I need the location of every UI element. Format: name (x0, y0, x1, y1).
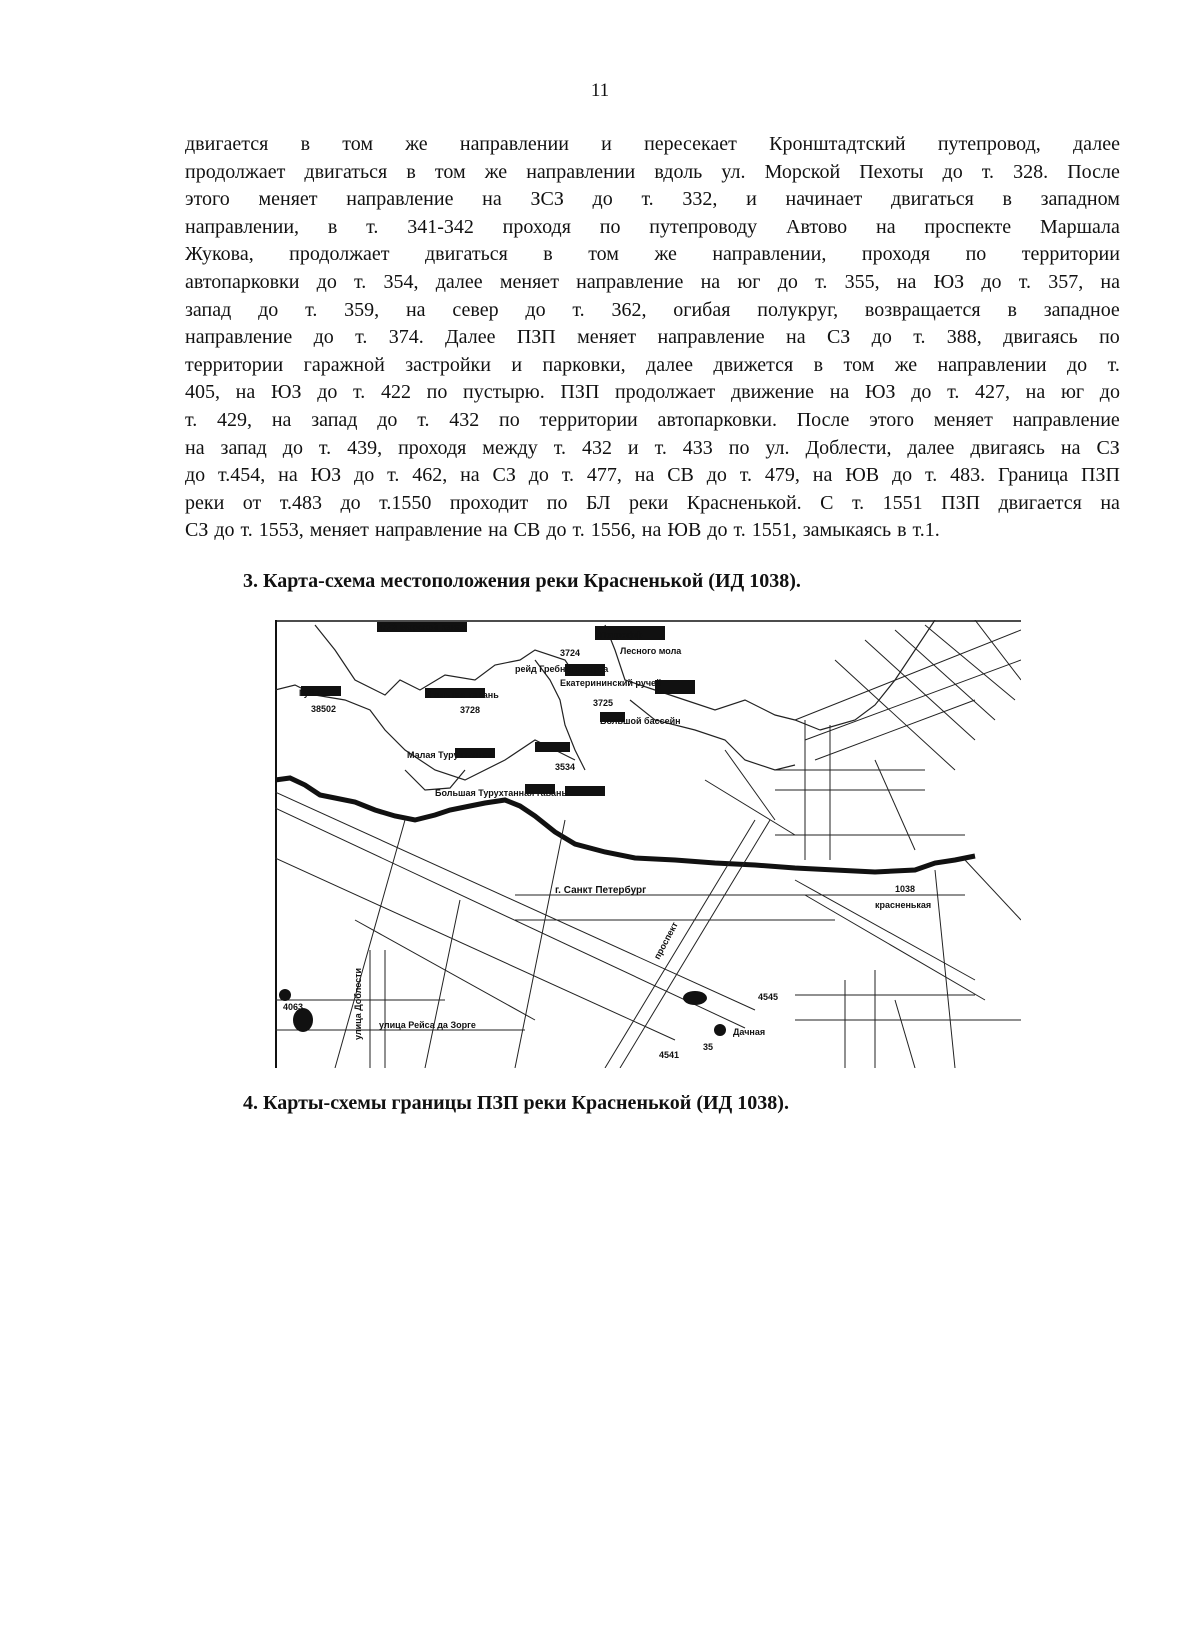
map-label-prospekt: проспект (651, 920, 680, 961)
map-label-reid: рейд Гребного порта (515, 664, 609, 674)
map-label-guba: Губа (299, 688, 320, 698)
section-heading-4: 4. Карты-схемы границы ПЗП реки Красненькой (ИД 1038). (243, 1092, 789, 1114)
paragraph-line: автопарковки до т. 354, далее меняет направление на юг до т. 355, на ЮЗ до т. 357, на (185, 270, 1120, 293)
map-label-ekat: Екатерининский ручей (560, 678, 662, 688)
map-label-4545: 4545 (758, 992, 779, 1002)
map-label-4541: 4541 (659, 1050, 680, 1060)
paragraph-line: двигается в том же направлении и пересекает Кронштадтский путепровод, далее (185, 133, 1120, 155)
map-label-dachnaya: Дачная (733, 1027, 766, 1037)
map-label-malaya: Малая Турухтанная (407, 750, 495, 760)
paragraph-line: продолжает двигаться в том же направлении вдоль ул. Морской Пехоты до т. 328. После (185, 160, 1120, 183)
map-label-3728: 3728 (460, 705, 481, 715)
map-label-lesnoy: Лесного мола (620, 646, 682, 656)
map-label-kanal: 3723 Морской канал (377, 622, 467, 632)
map-label-petroff: Петрофф (600, 630, 643, 640)
map-label-3724: 3724 (560, 648, 581, 658)
map-label-4063: 4063 (283, 1002, 304, 1012)
paragraph-line: направление до т. 374. Далее ПЗП меняет направление на СЗ до т. 388, двигаясь по (185, 326, 1120, 349)
map-label-baseyn: Большой бассейн (600, 716, 681, 726)
paragraph-line: запад до т. 359, на север до т. 362, огибая полукруг, возвращается в западное (185, 298, 1120, 321)
map-label-ulica: улица Доблести (353, 967, 363, 1040)
map-label-bolshaya: Большая Турухтанная гавань (435, 788, 567, 798)
paragraph-line: СЗ до т. 1553, меняет направление на СВ до т. 1556, на ЮВ до т. 1551, замыкаясь в т.1. (185, 519, 940, 542)
map-label-1038: 1038 (895, 884, 916, 894)
body-paragraph (185, 131, 1120, 545)
page-number: 11 (590, 80, 610, 101)
map-label-spb: г. Санкт Петербург (555, 885, 647, 896)
paragraph-line: до т.454, на ЮЗ до т. 462, на СЗ до т. 477, на СВ до т. 479, на ЮВ до т. 483. Граница ПЗП (185, 464, 1120, 487)
location-map (275, 620, 1021, 1068)
paragraph-line: этого меняет направление на ЗСЗ до т. 332, и начинает двигаться в западном (185, 188, 1120, 211)
paragraph-line: реки от т.483 до т.1550 проходит по БЛ реки Красненькой. С т. 1551 ПЗП двигается на (185, 491, 1120, 514)
map-label-3725: 3725 (593, 698, 614, 708)
paragraph-line: 405, на ЮЗ до т. 422 по пустырю. ПЗП продолжает движение на ЮЗ до т. 427, на юг до (185, 381, 1120, 404)
paragraph-line: т. 429, на запад до т. 432 по территории автопарковки. После этого меняет направление (185, 408, 1120, 431)
map-label-ulica2: улица Рейса да Зорге (379, 1020, 476, 1030)
paragraph-line: направлении, в т. 341-342 проходя по путепроводу Автово на проспекте Маршала (185, 215, 1120, 238)
map-svg (275, 620, 1021, 1068)
map-label-krasnenkaya: красненькая (875, 900, 932, 910)
map-label-gavan: Угольная гавань (425, 690, 499, 700)
section-heading-3: 3. Карта-схема местоположения реки Красненькой (ИД 1038). (243, 570, 801, 592)
map-label-38502: 38502 (311, 704, 337, 714)
map-label-35: 35 (703, 1042, 714, 1052)
map-label-3534: 3534 (555, 762, 576, 772)
paragraph-line: территории гаражной застройки и парковки, далее движется в том же направлении до т. (185, 353, 1120, 376)
paragraph-line: на запад до т. 439, проходя между т. 432 и т. 433 по ул. Доблести, далее двигаясь на СЗ (185, 436, 1120, 459)
paragraph-line: Жукова, продолжает двигаться в том же направлении, проходя по территории (185, 243, 1120, 266)
